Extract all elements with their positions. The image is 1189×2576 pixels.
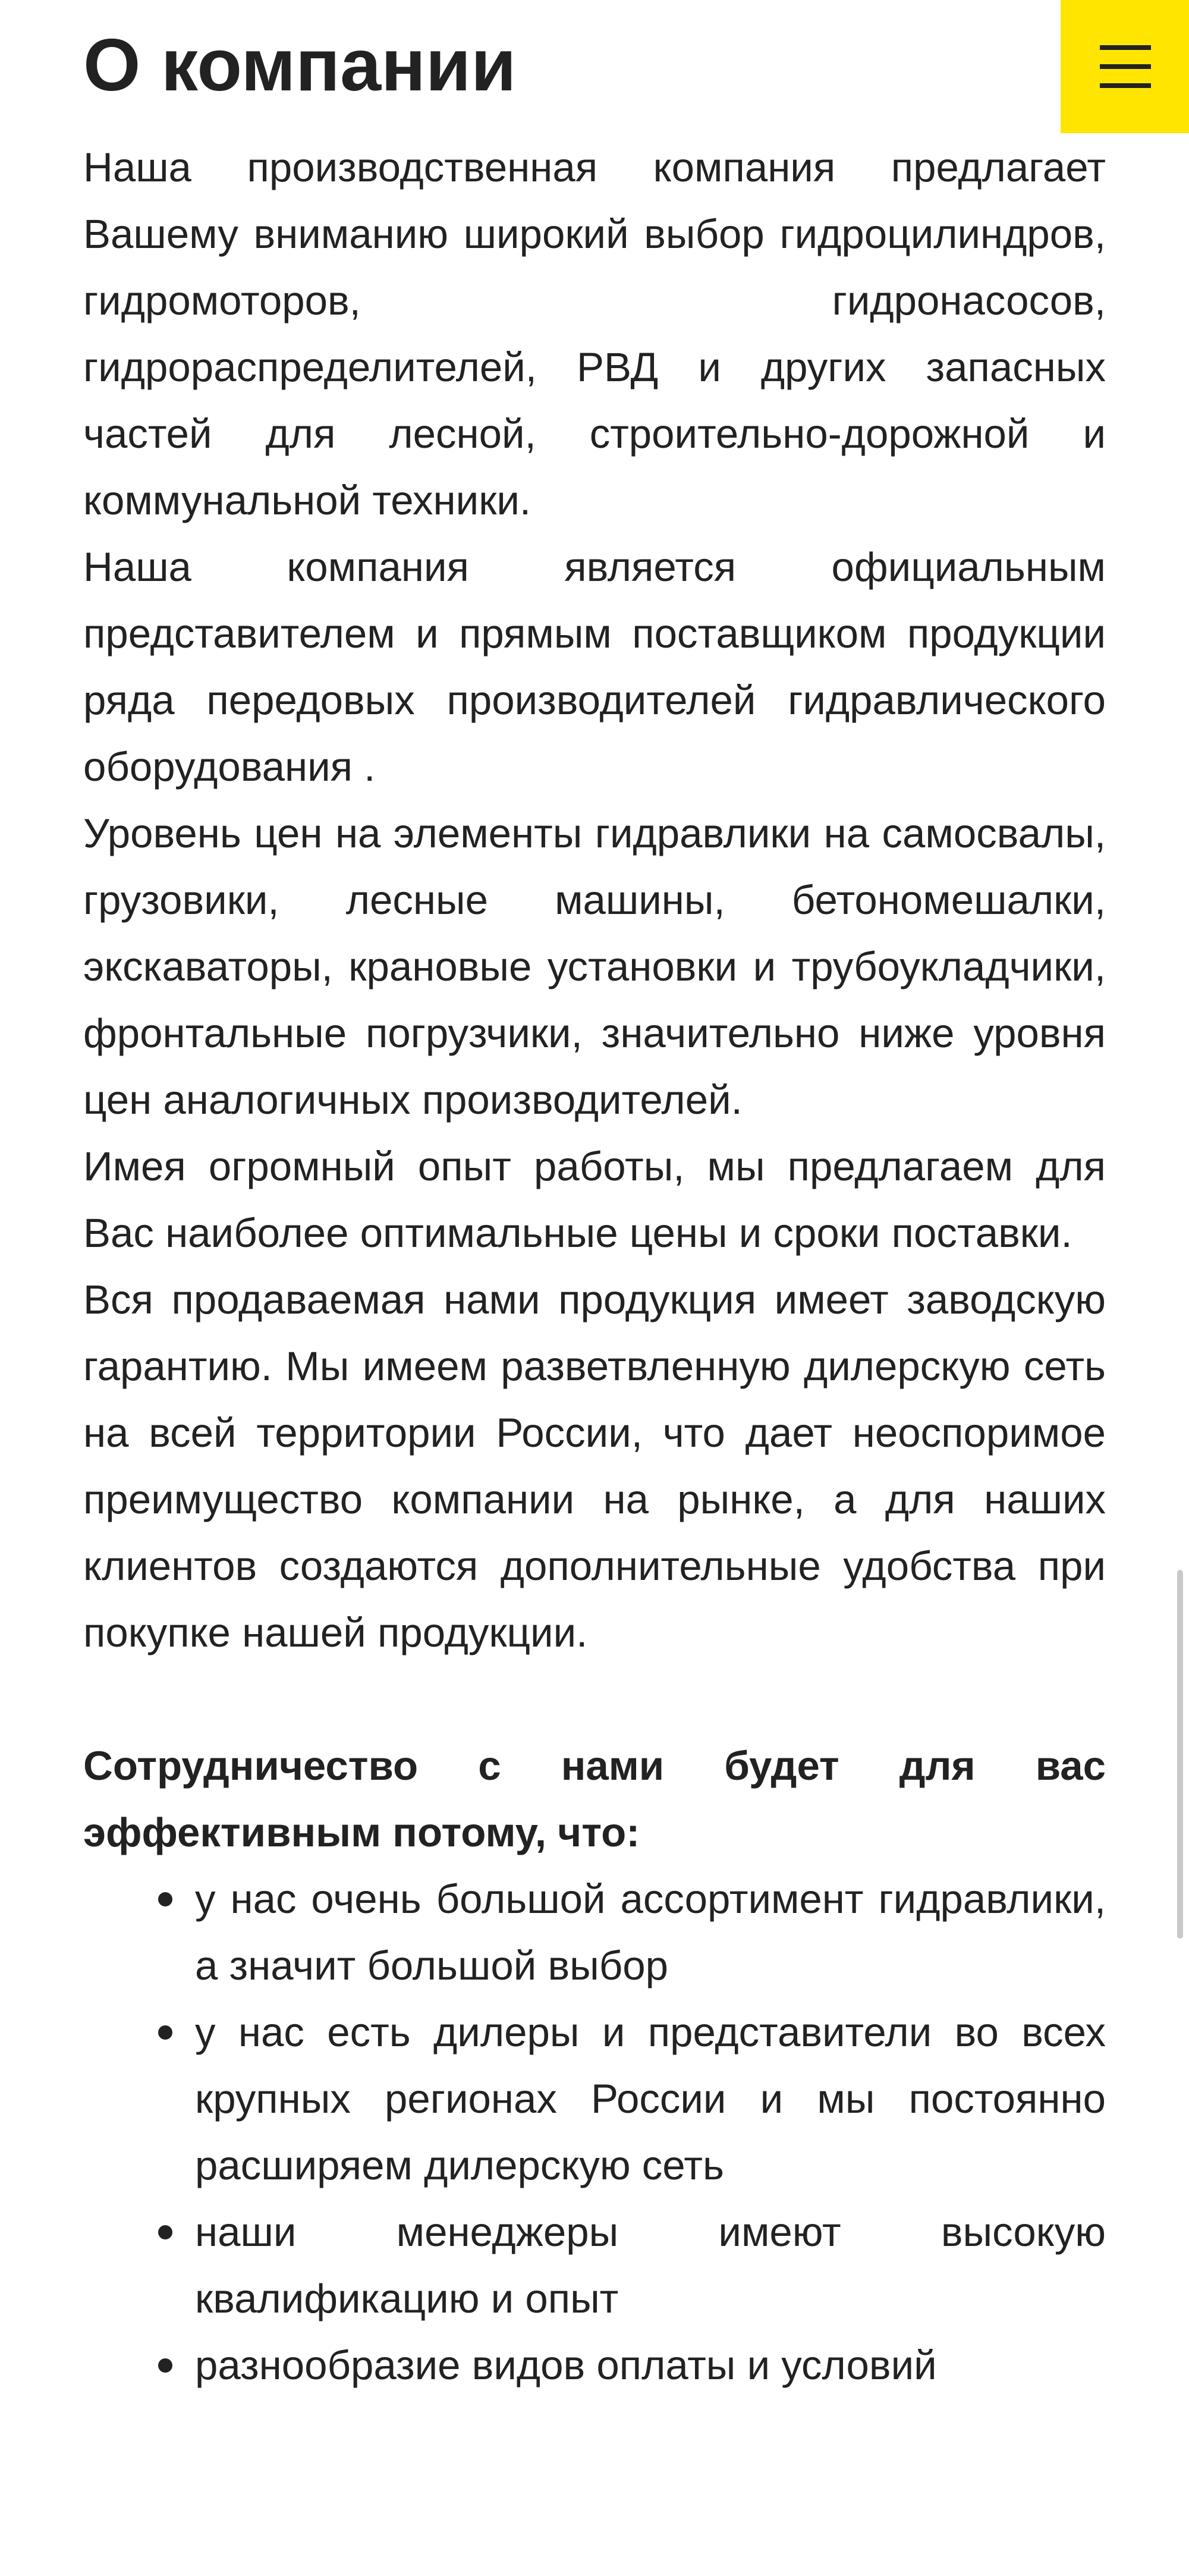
list-item: у нас очень большой ассортимент гидравлики, а значит большой выбор <box>195 1866 1106 1999</box>
scrollbar[interactable] <box>1172 0 1189 2576</box>
list-item: наши менеджеры имеют высокую квалификацию и опыт <box>195 2199 1106 2332</box>
about-paragraph-warranty: Вся продаваемая нами продукция имеет заводскую гарантию. Мы имеем разветвленную дилерскую сеть на всей территории России, что дает неоспоримое преимущество компании на рынке, а для наших клиентов создаются дополнительные удобства при покупке нашей продукции. <box>83 1277 1106 1655</box>
about-paragraph-prices: Уровень цен на элементы гидравлики на самосвалы, грузовики, лесные машины, бетономешалки, экскаваторы, крановые установки и трубоукладчики, фронтальные погрузчики, значительно ниже уровня цен аналогичных производителей. <box>83 811 1106 1123</box>
section-spacer <box>83 1666 1106 1733</box>
menu-button[interactable] <box>1061 0 1189 133</box>
list-item: у нас есть дилеры и представители во всех крупных регионах России и мы постоянно расширяем дилерскую сеть <box>195 1999 1106 2199</box>
benefits-list <box>83 1866 1106 2399</box>
about-paragraph-intro: Наша производственная компания предлагает Вашему вниманию широкий выбор гидроцилиндров, гидромоторов, гидронасосов, гидрораспределителей, РВД и других запасных частей для лесной, строительно-дорожной и коммунальной техники. <box>83 144 1106 523</box>
about-paragraph-experience: Имея огромный опыт работы, мы предлагаем для Вас наиболее оптимальные цены и сроки поставки. <box>83 1144 1106 1256</box>
benefits-heading: Сотрудничество с нами будет для вас эффективным потому, что: <box>83 1743 1106 1855</box>
about-content <box>83 134 1106 2399</box>
about-paragraph-representative: Наша компания является официальным представителем и прямым поставщиком продукции ряда передовых производителей гидравлического оборудования . <box>83 544 1106 790</box>
scrollbar-thumb[interactable] <box>1177 1570 1183 1939</box>
hamburger-icon <box>1100 45 1151 88</box>
list-item: разнообразие видов оплаты и условий <box>195 2332 1106 2399</box>
page-title: О компании <box>83 24 517 106</box>
